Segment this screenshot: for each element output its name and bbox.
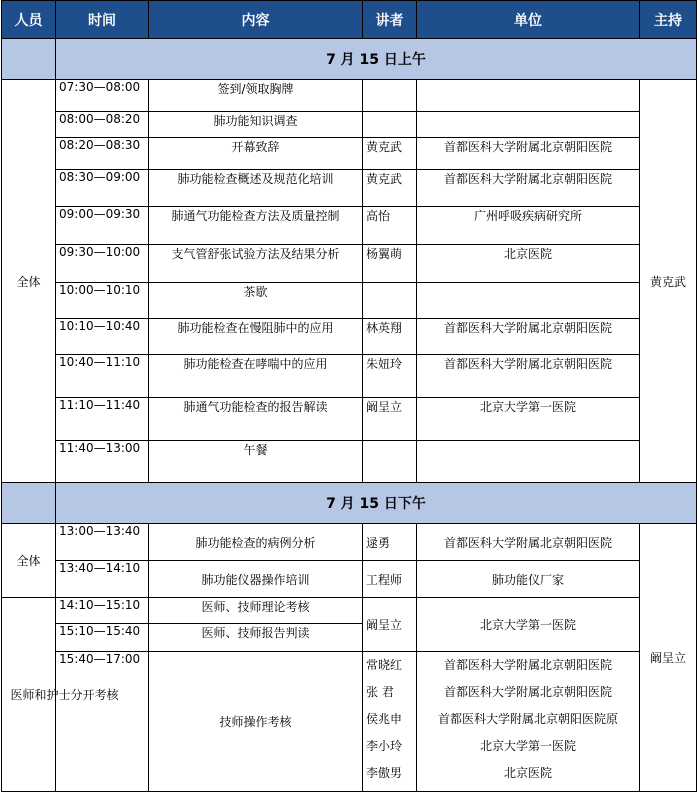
morning-group-cell: 全体 [2, 80, 56, 483]
table-row [2, 524, 697, 561]
content-cell: 肺功能知识调查 [149, 112, 363, 138]
content-cell: 茶歇 [149, 283, 363, 319]
time-cell: 15:40—17:00 [56, 652, 149, 792]
time-cell: 10:00—10:10 [56, 283, 149, 319]
morning-section-title: 7 月 15 日上午 [56, 39, 697, 80]
practical-units-cell [417, 652, 640, 792]
speaker-cell [363, 112, 417, 138]
content-cell: 签到/领取胸牌 [149, 80, 363, 112]
header-group: 人员 [2, 1, 56, 39]
exam-speaker-cell: 阚呈立 [363, 598, 417, 652]
practical-unit: 首都医科大学附属北京朝阳医院原 [437, 712, 618, 726]
unit-cell: 首都医科大学附属北京朝阳医院 [417, 170, 640, 207]
table-row [2, 138, 697, 170]
time-cell: 14:10—15:10 [56, 598, 149, 624]
time-cell: 15:10—15:40 [56, 624, 149, 652]
unit-cell: 首都医科大学附属北京朝阳医院 [417, 524, 640, 561]
content-cell: 支气管舒张试验方法及结果分析 [149, 245, 363, 283]
speaker-cell [363, 441, 417, 483]
header-host: 主持 [640, 1, 697, 39]
table-row [2, 652, 697, 792]
content-cell: 肺功能检查在慢阻肺中的应用 [149, 319, 363, 355]
afternoon-section-spacer [2, 483, 56, 524]
afternoon-host-cell: 阚呈立 [640, 524, 697, 792]
time-cell: 08:30—09:00 [56, 170, 149, 207]
unit-cell: 首都医科大学附属北京朝阳医院 [417, 138, 640, 170]
table-row [2, 598, 697, 624]
unit-cell: 肺功能仪厂家 [417, 561, 640, 598]
content-cell: 肺功能检查在哮喘中的应用 [149, 355, 363, 398]
content-cell: 肺功能仪器操作培训 [149, 561, 363, 598]
exam-unit-cell: 北京大学第一医院 [417, 598, 640, 652]
time-cell: 09:00—09:30 [56, 207, 149, 245]
content-cell: 肺通气功能检查方法及质量控制 [149, 207, 363, 245]
content-cell: 技师操作考核 [149, 652, 363, 792]
speaker-cell [363, 80, 417, 112]
time-cell: 08:00—08:20 [56, 112, 149, 138]
time-cell: 11:10—11:40 [56, 398, 149, 441]
practical-unit: 北京医院 [503, 766, 552, 780]
header-row [2, 1, 697, 39]
unit-cell: 北京大学第一医院 [417, 398, 640, 441]
practical-unit: 首都医科大学附属北京朝阳医院 [443, 658, 612, 672]
speaker-cell: 朱妞玲 [363, 355, 417, 398]
content-cell: 医师、技师理论考核 [149, 598, 363, 624]
time-cell: 13:40—14:10 [56, 561, 149, 598]
morning-host-cell: 黄克武 [640, 80, 697, 483]
speaker-cell: 逯勇 [363, 524, 417, 561]
practical-unit: 首都医科大学附属北京朝阳医院 [443, 685, 612, 699]
practical-speaker: 张 君 [366, 685, 394, 699]
speaker-cell: 黄克武 [363, 170, 417, 207]
table-row [2, 170, 697, 207]
header-content: 内容 [149, 1, 363, 39]
practical-speaker: 李傲男 [366, 766, 403, 780]
morning-section-spacer [2, 39, 56, 80]
speaker-cell: 工程师 [363, 561, 417, 598]
time-cell: 07:30—08:00 [56, 80, 149, 112]
content-cell: 肺功能检查概述及规范化培训 [149, 170, 363, 207]
unit-cell [417, 441, 640, 483]
morning-section-row [2, 39, 697, 80]
practical-unit: 北京大学第一医院 [479, 739, 576, 753]
speaker-cell [363, 283, 417, 319]
speaker-cell: 杨翼萌 [363, 245, 417, 283]
schedule-table [1, 0, 697, 792]
afternoon-section-title: 7 月 15 日下午 [56, 483, 697, 524]
header-speaker: 讲者 [363, 1, 417, 39]
content-cell: 肺功能检查的病例分析 [149, 524, 363, 561]
header-time: 时间 [56, 1, 149, 39]
table-row [2, 112, 697, 138]
afternoon-section-row [2, 483, 697, 524]
unit-cell: 广州呼吸疾病研究所 [417, 207, 640, 245]
time-cell: 13:00—13:40 [56, 524, 149, 561]
practical-speaker: 侯兆申 [366, 712, 403, 726]
unit-cell [417, 112, 640, 138]
table-row [2, 80, 697, 112]
time-cell: 08:20—08:30 [56, 138, 149, 170]
time-cell: 09:30—10:00 [56, 245, 149, 283]
unit-cell: 首都医科大学附属北京朝阳医院 [417, 319, 640, 355]
practical-speaker: 李小玲 [366, 739, 403, 753]
speaker-cell: 阚呈立 [363, 398, 417, 441]
unit-cell: 首都医科大学附属北京朝阳医院 [417, 355, 640, 398]
table-row [2, 398, 697, 441]
speaker-cell: 林英翔 [363, 319, 417, 355]
unit-cell [417, 80, 640, 112]
practical-speaker: 常晓红 [366, 658, 403, 672]
table-row [2, 319, 697, 355]
split-group-label: 医师和护士分开考核 [10, 687, 119, 702]
unit-cell [417, 283, 640, 319]
table-row [2, 561, 697, 598]
content-cell: 肺通气功能检查的报告解读 [149, 398, 363, 441]
time-cell: 10:40—11:10 [56, 355, 149, 398]
table-row [2, 207, 697, 245]
content-cell: 午餐 [149, 441, 363, 483]
speaker-cell: 黄克武 [363, 138, 417, 170]
speaker-cell: 高怡 [363, 207, 417, 245]
practical-speakers-cell [363, 652, 417, 792]
time-cell: 11:40—13:00 [56, 441, 149, 483]
content-cell: 医师、技师报告判读 [149, 624, 363, 652]
table-row [2, 355, 697, 398]
table-row [2, 245, 697, 283]
time-cell: 10:10—10:40 [56, 319, 149, 355]
afternoon-group-all: 全体 [2, 524, 56, 598]
table-row [2, 441, 697, 483]
content-cell: 开幕致辞 [149, 138, 363, 170]
table-row [2, 283, 697, 319]
unit-cell: 北京医院 [417, 245, 640, 283]
header-unit: 单位 [417, 1, 640, 39]
